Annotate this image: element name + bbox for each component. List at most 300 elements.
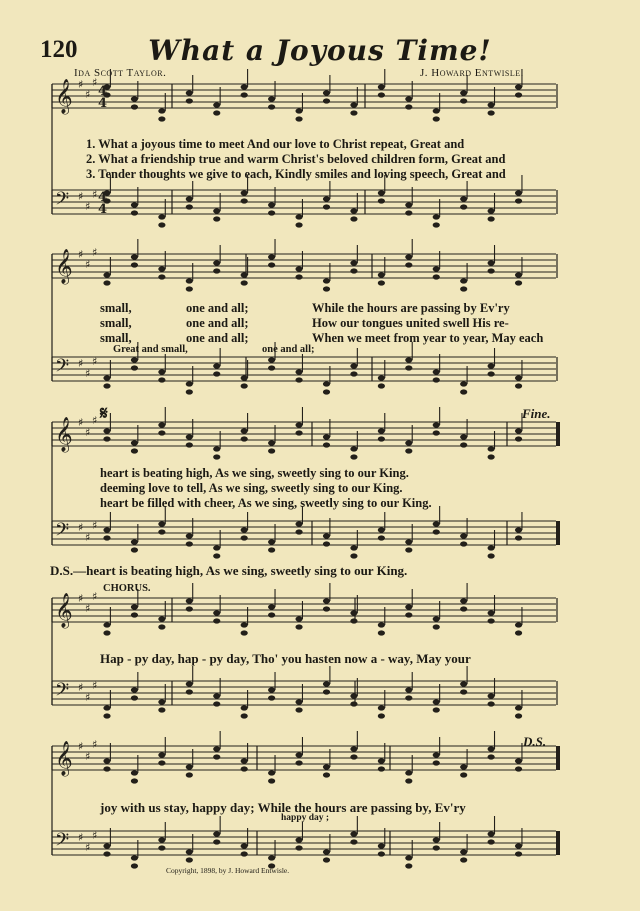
sharp-sign: ♯ xyxy=(78,357,84,370)
note-head xyxy=(515,428,522,433)
note-head xyxy=(488,831,495,836)
bass-clef: 𝄢 xyxy=(55,189,70,214)
note-head xyxy=(158,845,165,850)
note-head xyxy=(241,280,248,285)
note-head xyxy=(405,778,412,783)
note-head xyxy=(488,839,495,844)
note-head xyxy=(405,365,412,370)
note-head xyxy=(158,699,165,704)
note-head xyxy=(131,539,138,544)
note-head xyxy=(158,624,165,629)
note-head xyxy=(323,681,330,686)
sharp-sign: ♯ xyxy=(92,76,98,89)
note-head xyxy=(295,760,302,765)
verse-3-line-2b: one and all; xyxy=(186,331,249,345)
sharp-sign: ♯ xyxy=(85,531,91,544)
note-head xyxy=(158,377,165,382)
note-head xyxy=(158,369,165,374)
sharp-sign: ♯ xyxy=(85,750,91,763)
note-head xyxy=(131,104,138,109)
note-head xyxy=(378,436,385,441)
note-head xyxy=(131,448,138,453)
note-head xyxy=(405,539,412,544)
note-head xyxy=(186,681,193,686)
note-head xyxy=(131,365,138,370)
verse-1-line-2c: While the hours are passing by Ev'ry xyxy=(312,301,510,315)
note-head xyxy=(295,266,302,271)
note-head xyxy=(378,272,385,277)
composer-credit: J. Howard Entwisle. xyxy=(420,67,524,79)
note-head xyxy=(158,116,165,121)
note-head xyxy=(515,436,522,441)
note-head xyxy=(213,110,220,115)
note-head xyxy=(323,434,330,439)
note-head xyxy=(131,547,138,552)
note-head xyxy=(378,190,385,195)
note-head xyxy=(268,778,275,783)
sharp-sign: ♯ xyxy=(78,681,84,694)
note-head xyxy=(158,760,165,765)
note-head xyxy=(350,260,357,265)
note-head xyxy=(433,369,440,374)
note-head xyxy=(241,705,248,710)
note-head xyxy=(488,454,495,459)
note-head xyxy=(295,116,302,121)
note-head xyxy=(460,389,467,394)
note-head xyxy=(213,754,220,759)
sharp-sign: ♯ xyxy=(85,88,91,101)
note-head xyxy=(213,363,220,368)
note-head xyxy=(213,839,220,844)
bass-cue-words-3: happy day ; xyxy=(281,813,330,823)
page-number: 120 xyxy=(40,36,78,63)
sharp-sign: ♯ xyxy=(92,829,98,842)
sharp-sign: ♯ xyxy=(92,188,98,201)
sharp-sign: ♯ xyxy=(85,200,91,213)
note-head xyxy=(295,377,302,382)
sharp-sign: ♯ xyxy=(78,740,84,753)
note-head xyxy=(158,274,165,279)
note-head xyxy=(295,369,302,374)
segno-sign: 𝄋 xyxy=(100,403,108,423)
note-head xyxy=(103,535,110,540)
note-head xyxy=(350,454,357,459)
note-head xyxy=(295,521,302,526)
note-head xyxy=(350,693,357,698)
note-head xyxy=(131,770,138,775)
note-head xyxy=(103,622,110,627)
note-head xyxy=(488,102,495,107)
hymn-title: What a Joyous Time! xyxy=(148,34,492,67)
note-head xyxy=(213,545,220,550)
note-head xyxy=(515,851,522,856)
note-head xyxy=(103,428,110,433)
note-head xyxy=(241,535,248,540)
note-head xyxy=(186,434,193,439)
note-head xyxy=(433,624,440,629)
sharp-sign: ♯ xyxy=(78,592,84,605)
note-head xyxy=(350,746,357,751)
note-head xyxy=(131,612,138,617)
note-head xyxy=(433,616,440,621)
note-head xyxy=(103,527,110,532)
note-head xyxy=(295,430,302,435)
note-head xyxy=(433,845,440,850)
sharp-sign: ♯ xyxy=(92,679,98,692)
note-head xyxy=(241,843,248,848)
note-head xyxy=(241,436,248,441)
note-head xyxy=(131,96,138,101)
verse-2-line-2b: one and all; xyxy=(186,316,249,330)
note-head xyxy=(488,553,495,558)
note-head xyxy=(103,383,110,388)
note-head xyxy=(378,843,385,848)
note-head xyxy=(433,521,440,526)
note-head xyxy=(323,442,330,447)
verse-3-line-1: 3. Tender thoughts we give to each, Kindly smiles and loving speech, Great and xyxy=(86,167,506,181)
note-head xyxy=(268,210,275,215)
note-head xyxy=(405,855,412,860)
note-head xyxy=(213,610,220,615)
note-head xyxy=(268,855,275,860)
note-head xyxy=(433,108,440,113)
note-head xyxy=(103,630,110,635)
note-head xyxy=(158,521,165,526)
note-head xyxy=(515,713,522,718)
note-head xyxy=(241,272,248,277)
sharp-sign: ♯ xyxy=(85,691,91,704)
note-head xyxy=(323,689,330,694)
bass-cue-words-1: Great and small, xyxy=(113,344,188,355)
note-head xyxy=(378,280,385,285)
note-head xyxy=(186,533,193,538)
note-head xyxy=(323,204,330,209)
note-head xyxy=(295,214,302,219)
note-head xyxy=(378,198,385,203)
note-head xyxy=(213,553,220,558)
note-head xyxy=(378,766,385,771)
note-head xyxy=(131,687,138,692)
sharp-sign: ♯ xyxy=(78,521,84,534)
note-head xyxy=(131,254,138,259)
note-head xyxy=(295,274,302,279)
note-head xyxy=(405,262,412,267)
note-head xyxy=(268,687,275,692)
note-head xyxy=(350,110,357,115)
note-head xyxy=(103,713,110,718)
note-head xyxy=(488,446,495,451)
sharp-sign: ♯ xyxy=(92,355,98,368)
note-head xyxy=(378,758,385,763)
verse-2-line-3: deeming love to tell, As we sing, sweetly sing to our King. xyxy=(100,481,403,495)
note-head xyxy=(103,766,110,771)
note-head xyxy=(186,389,193,394)
sharp-sign: ♯ xyxy=(78,190,84,203)
note-head xyxy=(515,383,522,388)
note-head xyxy=(268,365,275,370)
note-head xyxy=(186,689,193,694)
note-head xyxy=(268,448,275,453)
note-head xyxy=(103,375,110,380)
note-head xyxy=(488,268,495,273)
note-head xyxy=(405,254,412,259)
note-head xyxy=(131,695,138,700)
note-head xyxy=(378,92,385,97)
note-head xyxy=(433,422,440,427)
note-head xyxy=(405,448,412,453)
note-head xyxy=(241,713,248,718)
note-head xyxy=(378,375,385,380)
note-head xyxy=(268,96,275,101)
bass-clef: 𝄢 xyxy=(55,356,70,381)
fine-marking: Fine. xyxy=(522,406,551,421)
note-head xyxy=(103,272,110,277)
note-head xyxy=(433,760,440,765)
note-head xyxy=(186,381,193,386)
note-head xyxy=(295,837,302,842)
note-head xyxy=(295,422,302,427)
note-head xyxy=(186,541,193,546)
note-head xyxy=(460,541,467,546)
note-head xyxy=(186,606,193,611)
note-head xyxy=(186,598,193,603)
note-head xyxy=(158,707,165,712)
time-signature: 4 xyxy=(98,96,108,111)
note-head xyxy=(433,214,440,219)
treble-clef: 𝄞 xyxy=(55,79,73,114)
note-head xyxy=(350,754,357,759)
note-head xyxy=(295,845,302,850)
note-head xyxy=(268,357,275,362)
note-head xyxy=(268,104,275,109)
note-head xyxy=(131,210,138,215)
note-head xyxy=(213,701,220,706)
note-head xyxy=(323,541,330,546)
note-head xyxy=(350,371,357,376)
note-head xyxy=(103,705,110,710)
note-head xyxy=(268,539,275,544)
note-head xyxy=(131,202,138,207)
note-head xyxy=(158,214,165,219)
note-head xyxy=(515,622,522,627)
verse-2-line-1: 2. What a friendship true and warm Christ's beloved children form, Great and xyxy=(86,152,506,166)
note-head xyxy=(405,604,412,609)
note-head xyxy=(405,612,412,617)
note-head xyxy=(460,689,467,694)
bass-clef: 𝄢 xyxy=(55,830,70,855)
note-head xyxy=(268,604,275,609)
time-signature: 4 xyxy=(98,84,108,99)
note-head xyxy=(323,389,330,394)
note-head xyxy=(350,216,357,221)
chorus-label: CHORUS. xyxy=(103,583,151,594)
note-head xyxy=(350,701,357,706)
note-head xyxy=(460,278,467,283)
note-head xyxy=(460,598,467,603)
note-head xyxy=(323,278,330,283)
note-head xyxy=(488,545,495,550)
note-head xyxy=(460,442,467,447)
note-head xyxy=(323,857,330,862)
note-head xyxy=(323,381,330,386)
copyright-notice: Copyright, 1898, by J. Howard Entwisle. xyxy=(166,866,290,875)
verse-1-line-2b: one and all; xyxy=(186,301,249,315)
note-head xyxy=(103,843,110,848)
note-head xyxy=(158,752,165,757)
note-head xyxy=(241,622,248,627)
note-head xyxy=(488,746,495,751)
note-head xyxy=(405,547,412,552)
note-head xyxy=(515,198,522,203)
note-head xyxy=(488,363,495,368)
note-head xyxy=(241,428,248,433)
note-head xyxy=(515,280,522,285)
note-head xyxy=(350,102,357,107)
note-head xyxy=(460,681,467,686)
note-head xyxy=(433,222,440,227)
note-head xyxy=(488,110,495,115)
note-head xyxy=(241,851,248,856)
note-head xyxy=(213,216,220,221)
note-head xyxy=(378,622,385,627)
note-head xyxy=(295,699,302,704)
note-head xyxy=(323,533,330,538)
note-head xyxy=(158,616,165,621)
sharp-sign: ♯ xyxy=(92,519,98,532)
ds-marking: D.S. xyxy=(523,734,547,749)
note-head xyxy=(515,190,522,195)
note-head xyxy=(488,610,495,615)
note-head xyxy=(515,758,522,763)
note-head xyxy=(186,196,193,201)
note-head xyxy=(405,863,412,868)
treble-clef: 𝄞 xyxy=(55,593,73,628)
treble-clef: 𝄞 xyxy=(55,741,73,776)
note-head xyxy=(515,766,522,771)
note-head xyxy=(460,849,467,854)
note-head xyxy=(460,90,467,95)
note-head xyxy=(460,533,467,538)
note-head xyxy=(131,440,138,445)
treble-clef: 𝄞 xyxy=(55,417,73,452)
note-head xyxy=(433,837,440,842)
note-head xyxy=(295,624,302,629)
note-head xyxy=(433,529,440,534)
note-head xyxy=(131,778,138,783)
note-head xyxy=(350,363,357,368)
note-head xyxy=(460,606,467,611)
note-head xyxy=(323,90,330,95)
note-head xyxy=(515,84,522,89)
chorus-line-1: Hap - py day, hap - py day, Tho' you hasten now a - way, May your xyxy=(100,651,471,666)
note-head xyxy=(350,545,357,550)
sharp-sign: ♯ xyxy=(92,246,98,259)
sharp-sign: ♯ xyxy=(85,602,91,615)
sharp-sign: ♯ xyxy=(92,738,98,751)
note-head xyxy=(405,202,412,207)
note-head xyxy=(103,851,110,856)
note-head xyxy=(241,766,248,771)
note-head xyxy=(131,262,138,267)
note-head xyxy=(378,535,385,540)
note-head xyxy=(323,598,330,603)
note-head xyxy=(488,208,495,213)
note-head xyxy=(515,705,522,710)
note-head xyxy=(460,857,467,862)
note-head xyxy=(268,547,275,552)
bass-cue-words-2: one and all; xyxy=(262,344,315,355)
verse-3-line-3: heart be filled with cheer, As we sing, sweetly sing to our King. xyxy=(100,496,432,510)
note-head xyxy=(350,553,357,558)
note-head xyxy=(268,770,275,775)
note-head xyxy=(405,210,412,215)
note-head xyxy=(241,375,248,380)
note-head xyxy=(186,857,193,862)
verse-3-line-2c: When we meet from year to year, May each xyxy=(312,331,544,345)
note-head xyxy=(323,764,330,769)
verse-2-line-2c: How our tongues united swell His re- xyxy=(312,316,509,330)
note-head xyxy=(515,630,522,635)
note-head xyxy=(213,693,220,698)
note-head xyxy=(433,266,440,271)
verse-2-line-2a: small, xyxy=(100,316,132,330)
lyricist-credit: Ida Scott Taylor. xyxy=(74,67,167,79)
note-head xyxy=(131,604,138,609)
note-head xyxy=(323,772,330,777)
note-head xyxy=(295,752,302,757)
verse-1-line-1: 1. What a joyous time to meet And our love to Christ repeat, Great and xyxy=(86,137,465,151)
note-head xyxy=(378,713,385,718)
note-head xyxy=(433,377,440,382)
note-head xyxy=(323,849,330,854)
note-head xyxy=(515,527,522,532)
sharp-sign: ♯ xyxy=(78,78,84,91)
note-head xyxy=(405,104,412,109)
note-head xyxy=(378,84,385,89)
note-head xyxy=(103,758,110,763)
note-head xyxy=(213,446,220,451)
note-head xyxy=(515,535,522,540)
note-head xyxy=(186,286,193,291)
note-head xyxy=(295,616,302,621)
note-head xyxy=(295,222,302,227)
note-head xyxy=(433,752,440,757)
note-head xyxy=(350,618,357,623)
note-head xyxy=(158,222,165,227)
bass-clef: 𝄢 xyxy=(55,680,70,705)
note-head xyxy=(378,705,385,710)
time-signature: 4 xyxy=(98,202,108,217)
note-head xyxy=(213,260,220,265)
note-head xyxy=(405,357,412,362)
note-head xyxy=(158,430,165,435)
note-head xyxy=(378,851,385,856)
note-head xyxy=(488,693,495,698)
note-head xyxy=(460,764,467,769)
note-head xyxy=(515,92,522,97)
note-head xyxy=(158,422,165,427)
sharp-sign: ♯ xyxy=(78,248,84,261)
note-head xyxy=(488,618,495,623)
note-head xyxy=(515,272,522,277)
note-head xyxy=(488,260,495,265)
note-head xyxy=(241,527,248,532)
note-head xyxy=(241,84,248,89)
note-head xyxy=(213,102,220,107)
note-head xyxy=(433,274,440,279)
note-head xyxy=(433,430,440,435)
verse-1-line-3: heart is beating high, As we sing, sweetly sing to our King. xyxy=(100,466,409,480)
